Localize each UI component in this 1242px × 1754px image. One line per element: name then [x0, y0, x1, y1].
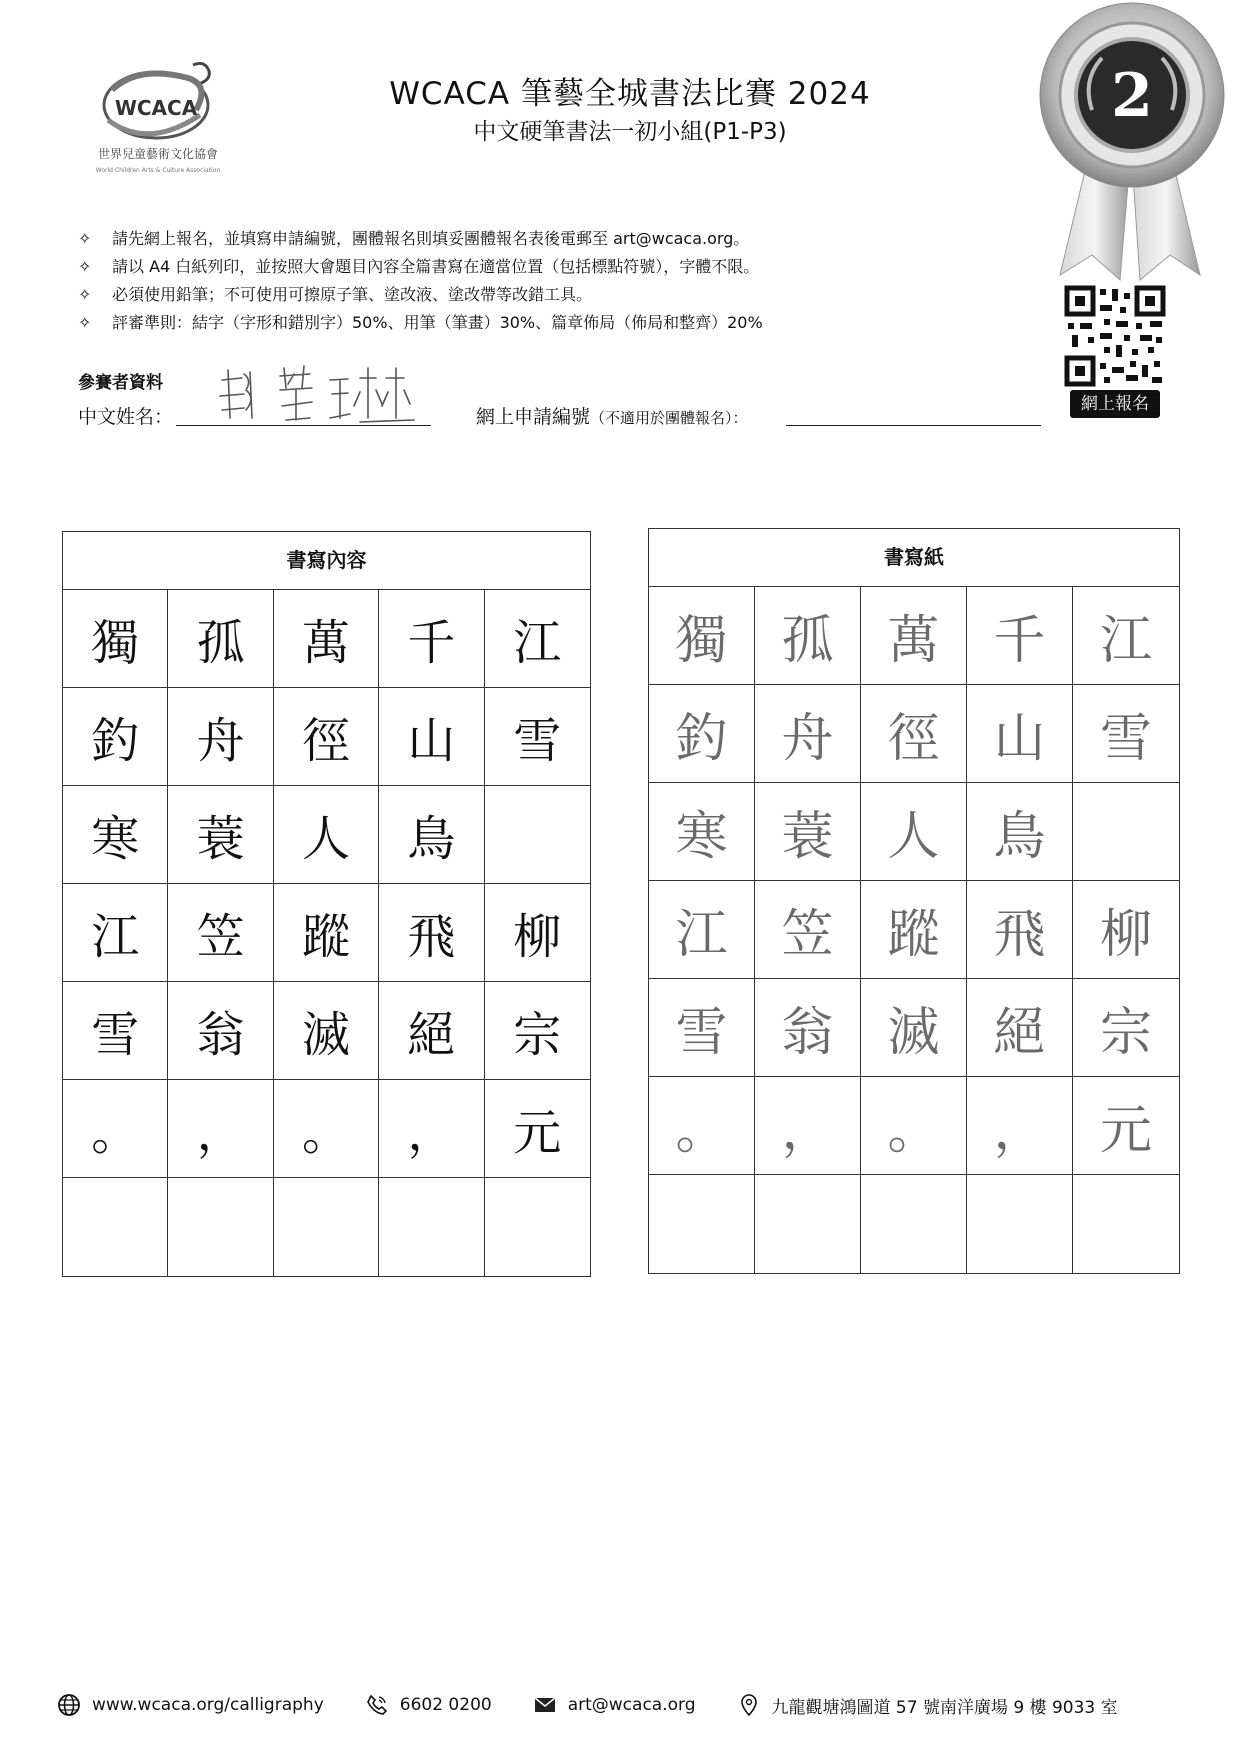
- rule-item: ✧ 請先網上報名，並填寫申請編號，團體報名則填妥團體報名表後電郵至 art@wcaca.org。: [78, 225, 978, 253]
- diamond-bullet-icon: ✧: [78, 285, 92, 304]
- writing-cell[interactable]: 釣: [649, 685, 755, 783]
- content-cell: 飛: [379, 884, 484, 982]
- writing-paper-table: [648, 528, 1180, 1274]
- phone-icon: [364, 1693, 390, 1717]
- writing-cell[interactable]: 笠: [755, 881, 861, 979]
- content-cell: 徑: [274, 688, 379, 786]
- writing-cell[interactable]: 蹤: [861, 881, 967, 979]
- content-cell: 鳥: [379, 786, 484, 884]
- content-cell: 釣: [63, 688, 168, 786]
- writing-cell[interactable]: 舟: [755, 685, 861, 783]
- qr-code[interactable]: [1064, 285, 1166, 387]
- qr-code-icon: [1064, 285, 1166, 387]
- content-cell: 笠: [168, 884, 273, 982]
- content-cell: 翁: [168, 982, 273, 1080]
- writing-cell[interactable]: 千: [967, 587, 1073, 685]
- content-cell: [274, 1178, 379, 1276]
- svg-text:世界兒童藝術文化協會: 世界兒童藝術文化協會: [97, 147, 219, 161]
- writing-cell[interactable]: 寒: [649, 783, 755, 881]
- writing-cell[interactable]: 宗: [1073, 979, 1179, 1077]
- writing-cell[interactable]: 雪: [649, 979, 755, 1077]
- writing-cell[interactable]: 獨: [649, 587, 755, 685]
- content-cell: 絕: [379, 982, 484, 1080]
- content-cell: 獨: [63, 590, 168, 688]
- svg-text:WCACA: WCACA: [114, 96, 198, 120]
- globe-icon: [56, 1693, 82, 1717]
- diamond-bullet-icon: ✧: [78, 257, 92, 276]
- content-cell: 人: [274, 786, 379, 884]
- footer: [56, 1690, 1186, 1720]
- svg-text:World Children Arts & Culture: World Children Arts & Culture Association: [95, 167, 221, 174]
- writing-cell[interactable]: [1073, 783, 1179, 881]
- page-subtitle: 中文硬筆書法一初小組(P1-P3): [473, 119, 787, 145]
- content-cell: 萬: [274, 590, 379, 688]
- content-cell: 千: [379, 590, 484, 688]
- rule-item: ✧ 必須使用鉛筆；不可使用可擦原子筆、塗改液、塗改帶等改錯工具。: [78, 281, 978, 309]
- writing-cell[interactable]: 飛: [967, 881, 1073, 979]
- envelope-icon: [532, 1693, 558, 1717]
- diamond-bullet-icon: ✧: [78, 229, 92, 248]
- content-cell: 宗: [485, 982, 590, 1080]
- handwritten-name-signature: [210, 360, 450, 430]
- content-cell: 雪: [485, 688, 590, 786]
- content-cell: ，: [168, 1080, 273, 1178]
- content-cell: ，: [379, 1080, 484, 1178]
- location-pin-icon: [736, 1693, 762, 1717]
- wcaca-logo: [68, 60, 248, 185]
- writing-cell[interactable]: [1073, 1175, 1179, 1273]
- content-cell: [168, 1178, 273, 1276]
- content-cell: [485, 786, 590, 884]
- writing-cell[interactable]: [967, 1175, 1073, 1273]
- content-cell: 。: [63, 1080, 168, 1178]
- content-cell: [63, 1178, 168, 1276]
- handwritten-name: [210, 360, 450, 430]
- content-cell: 。: [274, 1080, 379, 1178]
- writing-cell[interactable]: 人: [861, 783, 967, 881]
- writing-cell[interactable]: 江: [649, 881, 755, 979]
- writing-cell[interactable]: 孤: [755, 587, 861, 685]
- writing-cell[interactable]: [755, 1175, 861, 1273]
- writing-cell[interactable]: [861, 1175, 967, 1273]
- writing-cell[interactable]: 雪: [1073, 685, 1179, 783]
- writing-cell[interactable]: 滅: [861, 979, 967, 1077]
- content-cell: 寒: [63, 786, 168, 884]
- medal-icon: [1020, 0, 1242, 285]
- writing-cell[interactable]: 。: [861, 1077, 967, 1175]
- footer-website[interactable]: www.wcaca.org/calligraphy: [56, 1693, 324, 1717]
- content-cell: [379, 1178, 484, 1276]
- writing-cell[interactable]: 萬: [861, 587, 967, 685]
- content-table: [62, 531, 591, 1277]
- content-cell: 孤: [168, 590, 273, 688]
- writing-cell[interactable]: 江: [1073, 587, 1179, 685]
- writing-cell[interactable]: 鳥: [967, 783, 1073, 881]
- content-cell: 滅: [274, 982, 379, 1080]
- writing-cell[interactable]: ，: [755, 1077, 861, 1175]
- content-table-heading: 書寫內容: [63, 532, 590, 590]
- writing-cell[interactable]: 柳: [1073, 881, 1179, 979]
- writing-cell[interactable]: 翁: [755, 979, 861, 1077]
- writing-cell[interactable]: 絕: [967, 979, 1073, 1077]
- writing-grid: [649, 587, 1179, 1273]
- writing-cell[interactable]: 元: [1073, 1077, 1179, 1175]
- writing-cell[interactable]: 。: [649, 1077, 755, 1175]
- registration-number-label: 網上申請編號（不適用於團體報名）：: [476, 406, 748, 428]
- writing-paper-heading: 書寫紙: [649, 529, 1179, 587]
- writing-cell[interactable]: 蓑: [755, 783, 861, 881]
- wcaca-logo-icon: [68, 60, 248, 185]
- rules-list: [78, 225, 978, 337]
- diamond-bullet-icon: ✧: [78, 313, 92, 332]
- footer-phone[interactable]: 6602 0200: [364, 1693, 492, 1717]
- content-cell: 山: [379, 688, 484, 786]
- online-signup-label[interactable]: 網上報名: [1070, 390, 1160, 418]
- content-cell: 元: [485, 1080, 590, 1178]
- content-cell: [485, 1178, 590, 1276]
- footer-email[interactable]: art@wcaca.org: [532, 1693, 696, 1717]
- content-cell: 江: [485, 590, 590, 688]
- silver-medal: [1020, 0, 1242, 285]
- participant-section-label: 參賽者資料: [78, 373, 163, 393]
- registration-number-field[interactable]: [786, 425, 1041, 426]
- page-title: WCACA 筆藝全城書法比賽 2024: [389, 76, 871, 112]
- content-cell: 柳: [485, 884, 590, 982]
- writing-cell[interactable]: ，: [967, 1077, 1073, 1175]
- footer-address: 九龍觀塘鴻圖道 57 號南洋廣場 9 樓 9033 室: [736, 1693, 1118, 1718]
- content-cell: 舟: [168, 688, 273, 786]
- writing-cell[interactable]: 徑: [861, 685, 967, 783]
- content-cell: 雪: [63, 982, 168, 1080]
- writing-cell[interactable]: [649, 1175, 755, 1273]
- writing-cell[interactable]: 山: [967, 685, 1073, 783]
- chinese-name-label: 中文姓名：: [78, 406, 174, 428]
- content-cell: 蹤: [274, 884, 379, 982]
- rule-item: ✧ 評審準則：結字（字形和錯別字）50%、用筆（筆畫）30%、篇章佈局（佈局和整齊）20%: [78, 309, 978, 337]
- rule-item: ✧ 請以 A4 白紙列印，並按照大會題目內容全篇書寫在適當位置（包括標點符號），字體不限。: [78, 253, 978, 281]
- svg-text:2: 2: [1111, 61, 1153, 131]
- content-cell: 江: [63, 884, 168, 982]
- content-cell: 蓑: [168, 786, 273, 884]
- content-grid: [63, 590, 590, 1276]
